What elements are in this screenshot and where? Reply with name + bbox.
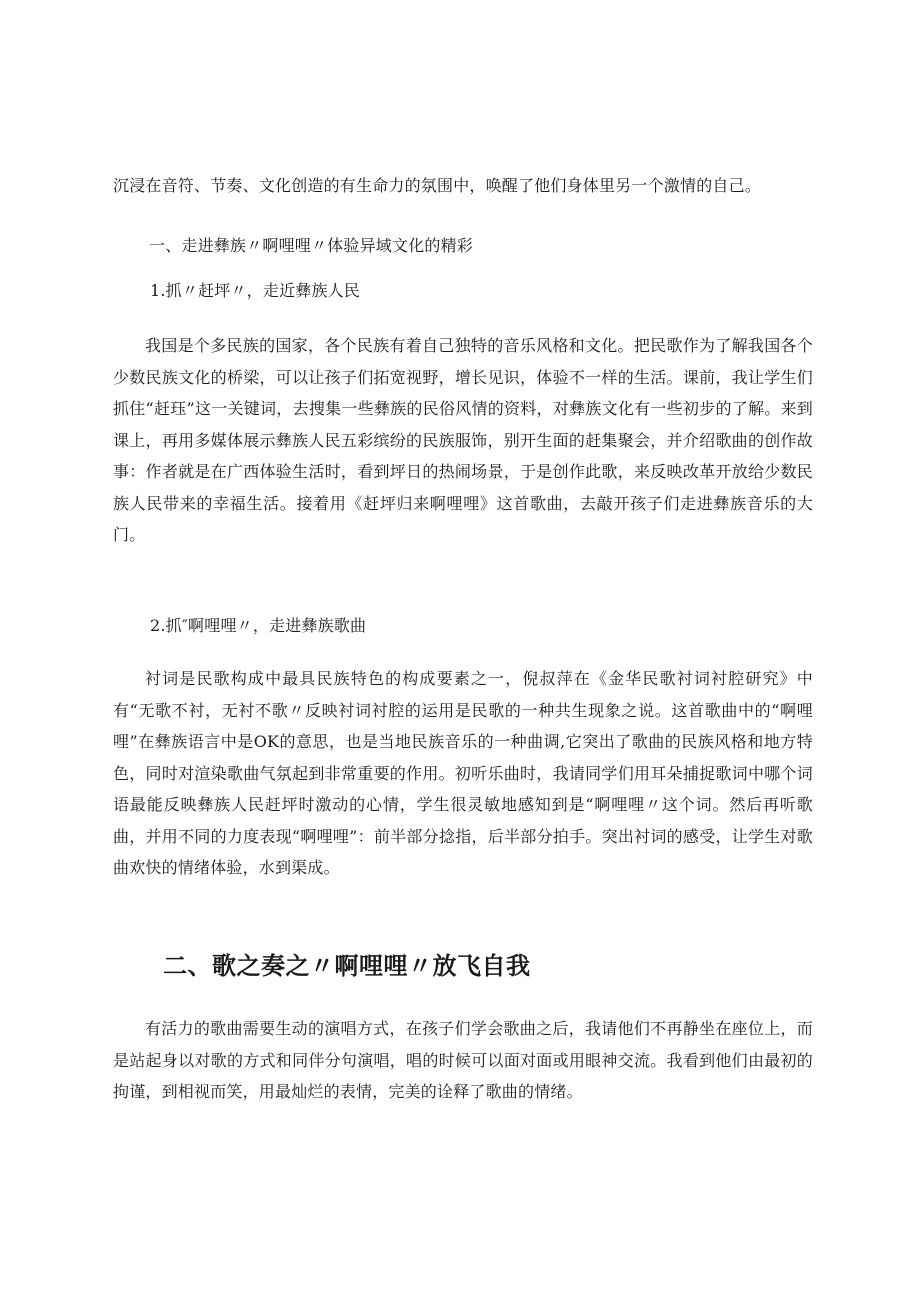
intro-line: 沉浸在音符、节奏、文化创造的有生命力的氛围中，唤醒了他们身体里另一个激情的自己。 (113, 176, 762, 195)
section-1-title: 一、走进彝族〃啊哩哩〃体验异域文化的精彩 (149, 236, 474, 255)
subsection-2-paragraph: 衬词是民歌构成中最具民族特色的构成要素之一，倪叔萍在《金华民歌衬词衬腔研究》中有“无歌不衬，无衬不歌〃反映衬词衬腔的运用是民歌的一种共生现象之说。这首歌曲中的“啊哩哩”在彝族语言中是OK的意思，也是当地民族音乐的一种曲调,它突出了歌曲的民族风格和地方特色，同时对渲染歌曲气氛起到非常重要的作用。初听乐曲时，我请同学们用耳朵捕捉歌词中哪个词语最能反映彝族人民赶坪时激动的心情，学生很灵敏地感知到是“啊哩哩〃这个词。然后再听歌曲，并用不同的力度表现“啊哩哩”：前半部分捻指，后半部分拍手。突出衬词的感受，让学生对歌曲欢快的情绪体验，水到渠成。 (113, 669, 813, 877)
subsection-2-title: 2.抓″啊哩哩〃，走进彝族歌曲 (150, 616, 367, 635)
subsection-1-paragraph: 我国是个多民族的国家，各个民族有着自己独特的音乐风格和文化。把民歌作为了解我国各个少数民族文化的桥梁，可以让孩子们拓宽视野，增长见识，体验不一样的生活。课前，我让学生们抓住“赶珏”这一关键词，去搜集一些彝族的民俗风情的资料，对彝族文化有一些初步的了解。来到课上，再用多媒体展示彝族人民五彩缤纷的民族服饰，别开生面的赶集聚会，并介绍歌曲的创作故事：作者就是在广西体验生活时，看到坪日的热闹场景，于是创作此歌，来反映改革开放给少数民族人民带来的幸福生活。接着用《赶坪归来啊哩哩》这首歌曲，去敲开孩子们走进彝族音乐的大门。 (113, 336, 813, 544)
section-2-title: 二、歌之奏之〃啊哩哩〃放飞自我 (163, 951, 531, 980)
subsection-1-title: 1.抓〃赶坪〃，走近彝族人民 (150, 281, 361, 300)
section-2-paragraph: 有活力的歌曲需要生动的演唱方式，在孩子们学会歌曲之后，我请他们不再静坐在座位上，而是站起身以对歌的方式和同伴分句演唱，唱的时候可以面对面或用眼神交流。我看到他们由最初的拘谨，到相视而笑，用最灿烂的表情，完美的诠释了歌曲的情绪。 (113, 1019, 813, 1101)
